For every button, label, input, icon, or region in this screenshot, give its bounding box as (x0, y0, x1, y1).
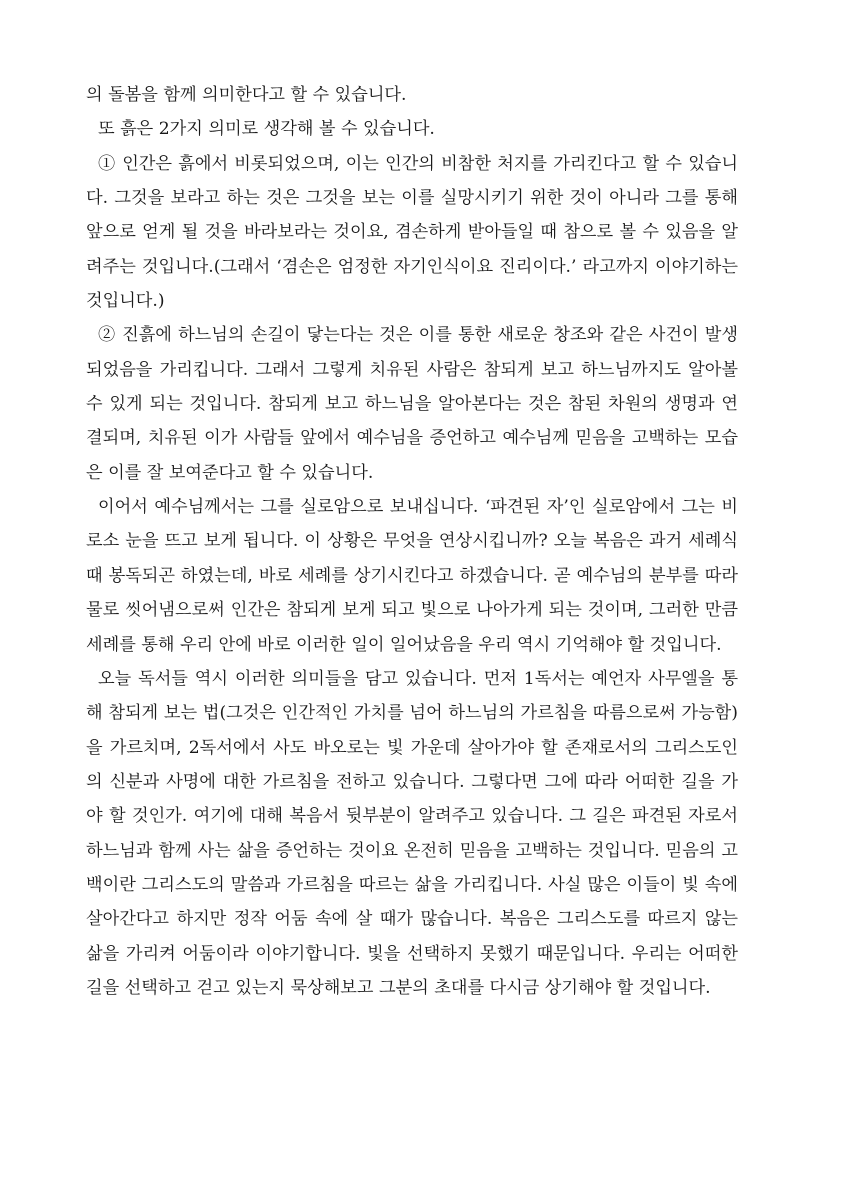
document-body (86, 78, 738, 1005)
paragraph-meaning-two: ② 진흙에 하느님의 손길이 닿는다는 것은 이를 통한 새로운 창조와 같은 사건이 발생되었음을 가리킵니다. 그래서 그렇게 치유된 사람은 참되게 보고 하느님까지도 알아볼 수 있게 되는 것입니다. 참되게 보고 하느님을 알아본다는 것은 참된 차원의 생명과 연결되며, 치유된 이가 사람들 앞에서 예수님을 증언하고 예수님께 믿음을 고백하는 모습은 이를 잘 보여준다고 할 수 있습니다. (86, 325, 738, 483)
paragraph-continuation: 의 돌봄을 함께 의미한다고 할 수 있습니다. (86, 85, 407, 105)
paragraph-siloam: 이어서 예수님께서는 그를 실로암으로 보내십니다. ‘파견된 자’인 실로암에서 그는 비로소 눈을 뜨고 보게 됩니다. 이 상황은 무엇을 연상시킵니까? 오늘 복음은 과거 세례식 때 봉독되곤 하였는데, 바로 세례를 상기시킨다고 하겠습니다. 곧 예수님의 분부를 따라 물로 씻어냄으로써 인간은 참되게 보게 되고 빛으로 나아가게 되는 것이며, 그러한 만큼 세례를 통해 우리 안에 바로 이러한 일이 일어났음을 우리 역시 기억해야 할 것입니다. (86, 497, 738, 655)
paragraph-two-meanings: 또 흙은 2가지 의미로 생각해 볼 수 있습니다. (98, 119, 435, 140)
paragraph-readings: 오늘 독서들 역시 이러한 의미들을 담고 있습니다. 먼저 1독서는 예언자 사무엘을 통해 참되게 보는 법(그것은 인간적인 가치를 넘어 하느님의 가르침을 따름으로써 가능함)을 가르치며, 2독서에서 사도 바오로는 빛 가운데 살아가야 할 존재로서의 그리스도인의 신분과 사명에 대한 가르침을 전하고 있습니다. 그렇다면 그에 따라 어떠한 길을 가야 할 것인가. 여기에 대해 복음서 뒷부분이 알려주고 있습니다. 그 길은 파견된 자로서 하느님과 함께 사는 삶을 증언하는 것이요 온전히 믿음을 고백하는 것입니다. 믿음의 고백이란 그리스도의 말씀과 가르침을 따르는 삶을 가리킵니다. 사실 많은 이들이 빛 속에 살아간다고 하지만 정작 어둠 속에 살 때가 많습니다. 복음은 그리스도를 따르지 않는 삶을 가리켜 어둠이라 이야기합니다. 빛을 선택하지 못했기 때문입니다. 우리는 어떠한 길을 선택하고 걷고 있는지 묵상해보고 그분의 초대를 다시금 상기해야 할 것입니다. (86, 668, 738, 998)
paragraph-meaning-one: ① 인간은 흙에서 비롯되었으며, 이는 인간의 비참한 처지를 가리킨다고 할 수 있습니다. 그것을 보라고 하는 것은 그것을 보는 이를 실망시키기 위한 것이 아니라 그를 통해 앞으로 얻게 될 것을 바라보라는 것이요, 겸손하게 받아들일 때 참으로 볼 수 있음을 알려주는 것입니다.(그래서 ‘겸손은 엄정한 자기인식이요 진리이다.’ 라고까지 이야기하는 것입니다.) (86, 153, 738, 312)
